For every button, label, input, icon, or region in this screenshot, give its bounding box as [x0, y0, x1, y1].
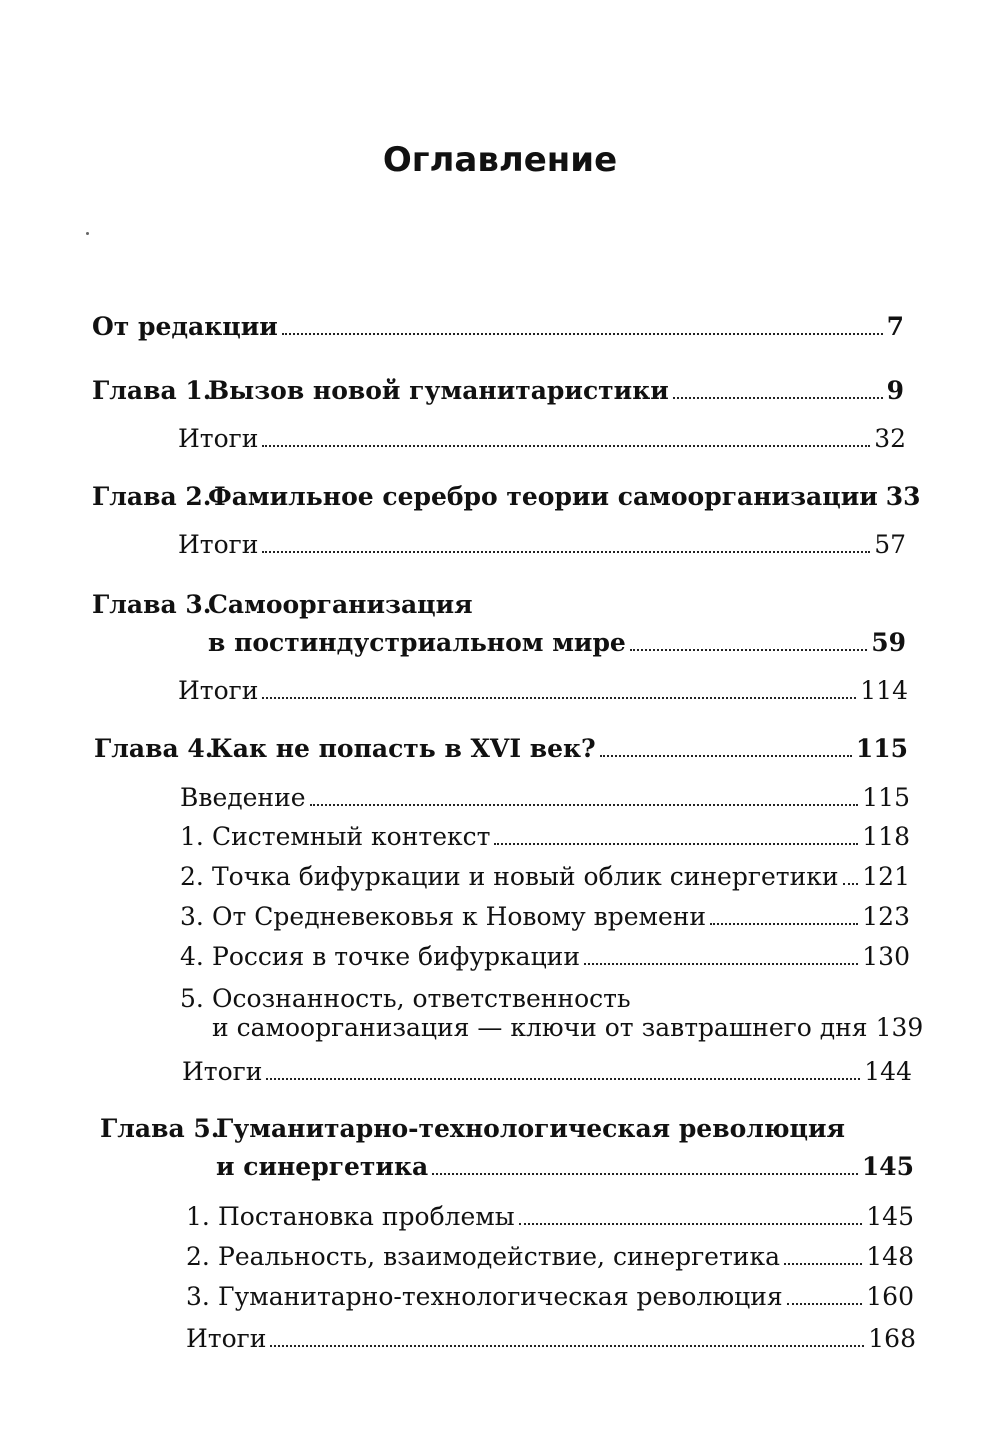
toc-page-number: 118	[862, 822, 910, 851]
toc-entry-label: Итоги	[178, 676, 259, 705]
section-number: 2.	[180, 862, 204, 891]
toc-entry-section[interactable]	[186, 1282, 914, 1311]
leader-dots	[262, 693, 856, 699]
leader-dots	[584, 959, 858, 965]
leader-dots	[282, 329, 883, 335]
section-number: 5.	[180, 984, 204, 1013]
leader-dots	[310, 800, 859, 806]
toc-entry-chapter-4-summary[interactable]	[182, 1057, 912, 1086]
toc-entry-label: Итоги	[178, 530, 259, 559]
section-number: 1.	[186, 1202, 210, 1231]
toc-page-number: 123	[862, 902, 910, 931]
toc-entry-chapter-3-summary[interactable]	[178, 676, 908, 705]
toc-entry-label: От Средневековья к Новому времени	[212, 902, 707, 931]
toc-entry-label: Самоорганизация	[208, 590, 473, 619]
toc-entry-label: Реальность, взаимодействие, синергетика	[218, 1242, 780, 1271]
toc-entry-label: Постановка проблемы	[218, 1202, 515, 1231]
leader-dots	[270, 1341, 864, 1347]
toc-entry-section[interactable]	[186, 1202, 914, 1231]
toc-entry-label: Вызов новой гуманитаристики	[208, 376, 669, 405]
section-number: 1.	[180, 822, 204, 851]
toc-page-number: 121	[862, 862, 910, 891]
toc-page-number: 33	[885, 482, 921, 511]
toc-page-number: 139	[875, 1013, 924, 1042]
toc-entry-label: в постиндустриальном мире	[208, 628, 626, 657]
toc-entry-preface[interactable]	[92, 312, 904, 341]
toc-entry-section[interactable]	[180, 902, 910, 931]
toc-entry-chapter-1[interactable]	[92, 376, 904, 405]
toc-entry-chapter-5[interactable]	[216, 1152, 914, 1181]
toc-entry-section-line1[interactable]	[180, 984, 631, 1013]
toc-entry-label: Итоги	[186, 1324, 267, 1353]
section-number: 2.	[186, 1242, 210, 1271]
leader-dots	[843, 879, 859, 885]
toc-entry-label: и самоорганизация — ключи от завтрашнего дня	[212, 1013, 868, 1042]
leader-dots	[262, 441, 870, 447]
toc-entry-label: Системный контекст	[212, 822, 491, 851]
toc-entry-label: Осознанность, ответственность	[212, 984, 631, 1013]
toc-entry-chapter-1-summary[interactable]	[178, 424, 906, 453]
toc-page-number: 144	[864, 1057, 912, 1086]
toc-entry-section[interactable]	[180, 862, 910, 891]
toc-entry-label: Итоги	[182, 1057, 263, 1086]
toc-entry-label: Гуманитарно-технологическая революция	[216, 1114, 846, 1143]
toc-entry-label: Как не попасть в XVI век?	[210, 734, 596, 763]
toc-entry-section[interactable]	[212, 1013, 924, 1042]
leader-dots	[784, 1259, 862, 1265]
leader-dots	[630, 645, 867, 651]
toc-entry-chapter-2-summary[interactable]	[178, 530, 906, 559]
toc-entry-label: Точка бифуркации и новый облик синергетики	[212, 862, 839, 891]
leader-dots	[262, 547, 870, 553]
toc-entry-label: и синергетика	[216, 1152, 429, 1181]
leader-dots	[673, 393, 883, 399]
toc-page-number: 32	[874, 424, 906, 453]
toc-page-number: 168	[868, 1324, 916, 1353]
toc-page-number: 148	[866, 1242, 914, 1271]
toc-entry-label: Введение	[180, 783, 306, 812]
toc-page-number: 7	[886, 312, 904, 341]
toc-entry-chapter-4[interactable]	[94, 734, 908, 763]
toc-entry-chapter-2[interactable]	[92, 482, 921, 511]
toc-entry-label: Россия в точке бифуркации	[212, 942, 580, 971]
toc-page-number: 130	[862, 942, 910, 971]
leader-dots	[787, 1299, 863, 1305]
toc-page-number: 145	[861, 1152, 914, 1181]
toc-entry-chapter-5-summary[interactable]	[186, 1324, 916, 1353]
toc-entry-section[interactable]	[186, 1242, 914, 1271]
leader-dots	[432, 1169, 858, 1175]
toc-entry-label: Итоги	[178, 424, 259, 453]
toc-entry-label: От редакции	[92, 312, 278, 341]
toc-page-number: 114	[860, 676, 908, 705]
page-title: Оглавление	[382, 140, 618, 180]
toc-entry-label: Гуманитарно-технологическая революция	[218, 1282, 783, 1311]
toc-entry-chapter-4-intro[interactable]	[180, 783, 910, 812]
leader-dots	[519, 1219, 863, 1225]
toc-entry-chapter-5-line1[interactable]	[100, 1114, 845, 1143]
leader-dots	[266, 1074, 860, 1080]
toc-entry-chapter-3[interactable]	[208, 628, 906, 657]
toc-page-number: 59	[871, 628, 906, 657]
toc-entry-section[interactable]	[180, 822, 910, 851]
leader-dots	[494, 839, 858, 845]
toc-page-number: 115	[855, 734, 908, 763]
toc-page-number: 115	[862, 783, 910, 812]
section-number: 3.	[180, 902, 204, 931]
toc-page-number: 160	[866, 1282, 914, 1311]
leader-dots	[600, 751, 852, 757]
toc-entry-chapter-3-line1[interactable]	[92, 590, 473, 619]
chapter-prefix: Глава 4.	[94, 734, 214, 763]
toc-entry-section[interactable]	[180, 942, 910, 971]
toc-page-number: 9	[886, 376, 904, 405]
toc-page-number: 57	[874, 530, 906, 559]
chapter-prefix: Глава 3.	[92, 590, 212, 619]
section-number: 4.	[180, 942, 204, 971]
section-number: 3.	[186, 1282, 210, 1311]
print-speck	[86, 232, 89, 235]
toc-entry-label: Фамильное серебро теории самоорганизации	[208, 482, 878, 511]
chapter-prefix: Глава 2.	[92, 482, 212, 511]
chapter-prefix: Глава 5.	[100, 1114, 220, 1143]
leader-dots	[710, 919, 858, 925]
toc-page-number: 145	[866, 1202, 914, 1231]
chapter-prefix: Глава 1.	[92, 376, 212, 405]
